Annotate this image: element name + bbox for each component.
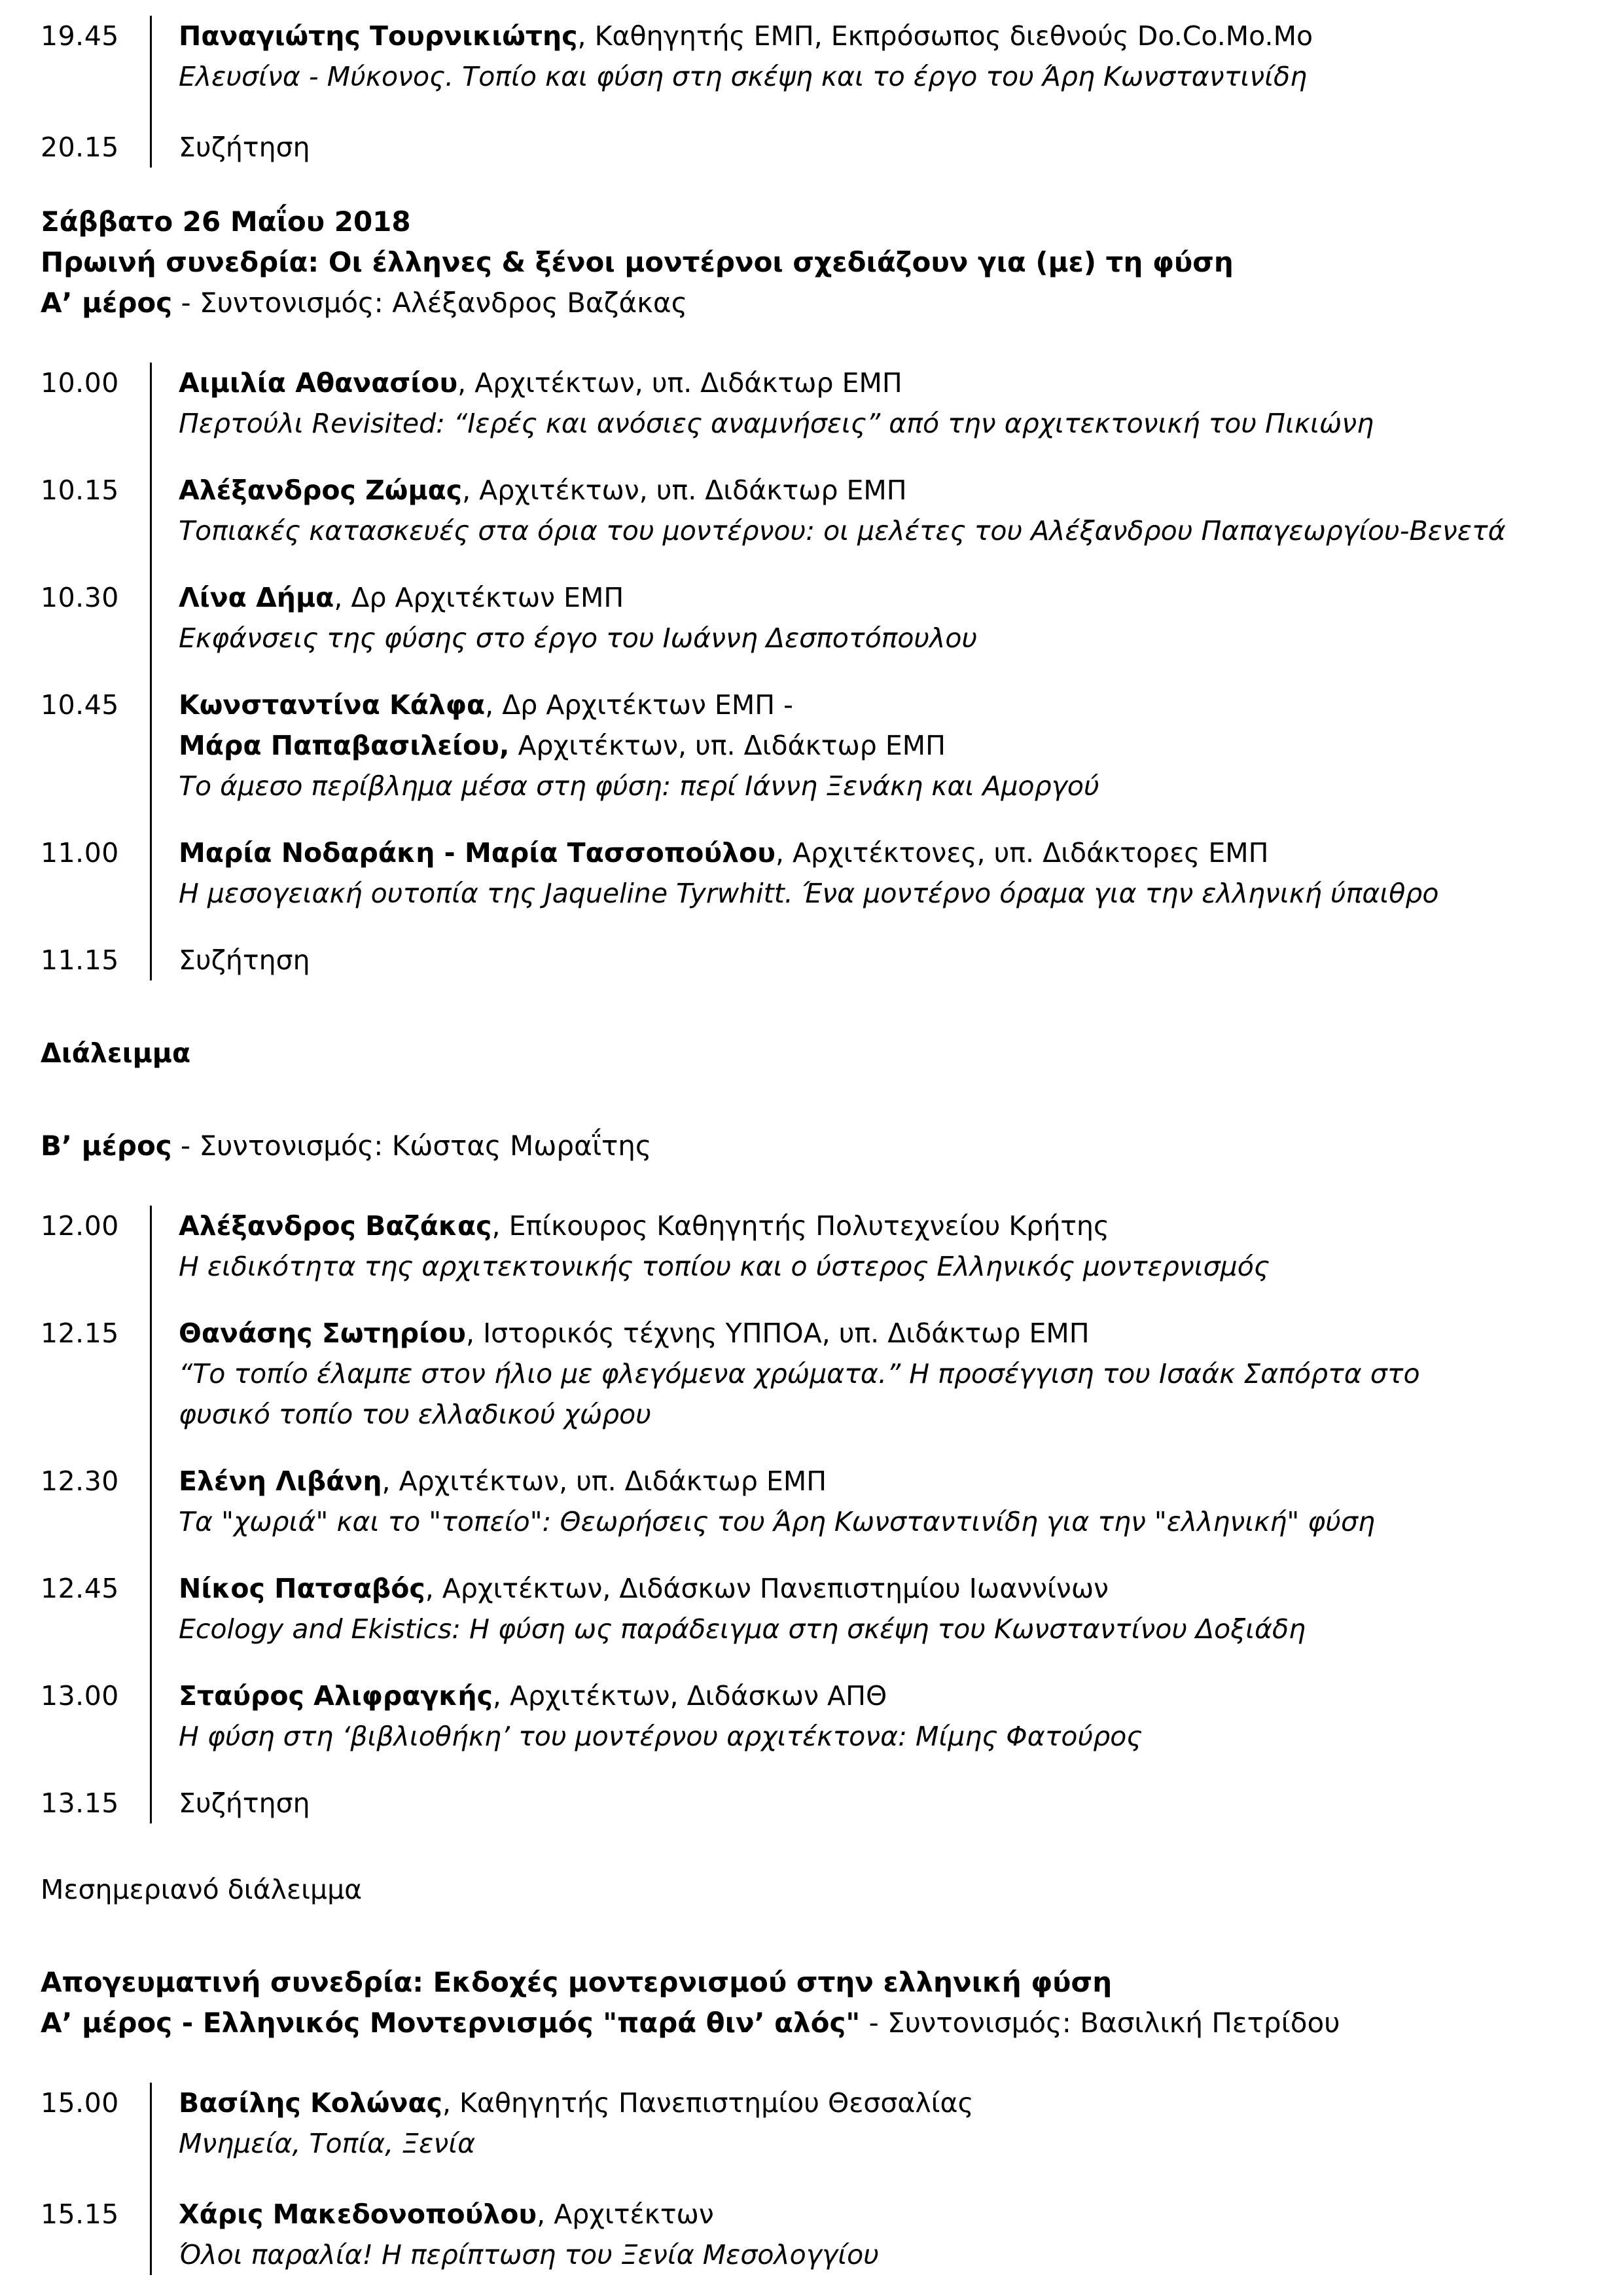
talk-title: Περτούλι Revisited: “Ιερές και ανόσιες αναμνήσεις” από την αρχιτεκτονική του Πικιώνη	[179, 408, 1374, 439]
speaker-affiliation: , Επίκουρος Καθηγητής Πολυτεχνείου Κρήτης	[491, 1210, 1110, 1242]
speaker-line-secondary	[179, 725, 1623, 766]
row-time: 13.00	[41, 1680, 119, 1712]
talk-title: Τοπιακές κατασκευές στα όρια του μοντέρνου: οι μελέτες του Αλέξανδρου Παπαγεωργίου-Βενετά	[179, 515, 1506, 547]
talk-title: Η φύση στη ‘βιβλιοθήκη’ του μοντέρνου αρχιτέκτονα: Μίμης Φατούρος	[179, 1721, 1143, 1752]
speaker-affiliation: , Δρ Αρχιτέκτων ΕΜΠ	[334, 582, 624, 613]
speaker-line	[179, 685, 1623, 725]
row-time: 11.15	[41, 944, 119, 976]
time-column-rule	[150, 363, 152, 980]
table-row	[0, 16, 1623, 97]
table-row	[0, 1568, 1623, 1649]
table-row	[0, 1676, 1623, 1757]
morning-session-block	[0, 363, 1623, 980]
talk-title: Η μεσογειακή ουτοπία της Jaqueline Tyrwhitt. Ένα μοντέρνο όραμα για την ελληνική ύπαιθρο	[179, 878, 1439, 909]
row-spacer	[0, 1757, 1623, 1783]
speaker-affiliation: , Καθηγητής ΕΜΠ, Εκπρόσωπος διεθνούς Do.Co.Mo.Mo	[577, 20, 1313, 52]
row-time: 10.15	[41, 475, 119, 506]
speaker-name: Αλέξανδρος Ζώμας	[179, 475, 463, 506]
table-row	[0, 2194, 1623, 2275]
afternoon-part-a-heading	[41, 2003, 1623, 2043]
block-spacer	[0, 2043, 1623, 2083]
block-spacer	[0, 980, 1623, 1033]
talk-title: Μνημεία, Τοπία, Ξενία	[179, 2128, 476, 2159]
afternoon-session-block	[0, 2083, 1623, 2275]
row-spacer	[0, 1542, 1623, 1568]
row-spacer	[0, 806, 1623, 833]
speaker-name: Μαρία Νοδαράκη - Μαρία Τασσοπούλου	[179, 837, 776, 869]
break-label: Διάλειμμα	[41, 1037, 191, 1069]
speaker-affiliation: , Αρχιτέκτων, Διδάσκων Πανεπιστημίου Ιωαννίνων	[425, 1573, 1109, 1604]
speaker-name: Νίκος Πατσαβός	[179, 1573, 425, 1604]
discussion-label: Συζήτηση	[179, 1787, 310, 1819]
speaker-line	[179, 833, 1623, 873]
speaker-affiliation: , Ιστορικός τέχνης ΥΠΠΟΑ, υπ. Διδάκτωρ ΕΜΠ	[466, 1318, 1090, 1349]
table-row	[0, 363, 1623, 444]
talk-title: Εκφάνσεις της φύσης στο έργο του Ιωάννη Δεσποτόπουλου	[179, 622, 978, 654]
row-time: 10.45	[41, 689, 119, 721]
row-time: 13.15	[41, 1787, 119, 1819]
row-time: 10.00	[41, 367, 119, 399]
speaker-line	[179, 2083, 1623, 2123]
speaker-line	[179, 470, 1623, 511]
table-row	[0, 127, 1623, 168]
table-row	[0, 577, 1623, 658]
row-spacer	[0, 914, 1623, 940]
speaker-name: Κωνσταντίνα Κάλφα	[179, 689, 486, 721]
part-moderator: - Συντονισμός: Κώστας Μωραΐτης	[171, 1130, 652, 1162]
speaker-affiliation: , Καθηγητής Πανεπιστημίου Θεσσαλίας	[442, 2087, 974, 2119]
friday-tail-block	[0, 16, 1623, 168]
row-entry	[150, 1568, 1623, 1649]
speaker-name: Αιμιλία Αθανασίου	[179, 367, 458, 399]
row-spacer	[0, 1287, 1623, 1313]
row-time: 15.15	[41, 2198, 119, 2230]
table-row	[0, 833, 1623, 914]
table-row	[0, 1206, 1623, 1287]
row-entry	[150, 2083, 1623, 2164]
row-spacer	[0, 97, 1623, 127]
talk-title: Τα "χωριά" και το "τοπείο": Θεωρήσεις του Άρη Κωνσταντινίδη για την "ελληνική" φύση	[179, 1506, 1375, 1537]
speaker-name: Ελένη Λιβάνη	[179, 1465, 382, 1497]
part-label: Β’ μέρος	[41, 1130, 172, 1162]
speaker-name-2: Μάρα Παπαβασιλείου,	[179, 730, 510, 761]
row-entry	[150, 16, 1623, 97]
midday-part-b-heading	[41, 1126, 1623, 1166]
speaker-affiliation: , Αρχιτέκτονες, υπ. Διδάκτορες ΕΜΠ	[775, 837, 1269, 869]
discussion-label: Συζήτηση	[179, 944, 310, 976]
part-moderator: - Συντονισμός: Αλέξανδρος Βαζάκας	[172, 287, 688, 319]
part-b-heading-group	[0, 1126, 1623, 1166]
row-entry	[150, 1676, 1623, 1757]
speaker-line	[179, 2194, 1623, 2234]
speaker-line	[179, 1313, 1623, 1354]
time-column-rule	[150, 16, 152, 168]
row-spacer	[0, 658, 1623, 685]
morning-part-a-heading	[41, 283, 1623, 323]
row-time: 10.30	[41, 582, 119, 613]
part-label: Α’ μέρος - Ελληνικός Μοντερνισμός "παρά θιν’ αλός"	[41, 2007, 861, 2039]
row-spacer	[0, 1435, 1623, 1461]
talk-title: Το άμεσο περίβλημα μέσα στη φύση: περί Ιάννη Ξενάκη και Αμοργού	[179, 770, 1099, 802]
row-time: 12.00	[41, 1210, 119, 1242]
speaker-line	[179, 1461, 1623, 1501]
saturday-heading-group	[0, 202, 1623, 323]
date-heading: Σάββατο 26 Μαΐου 2018	[41, 206, 411, 238]
speaker-name: Βασίλης Κολώνας	[179, 2087, 442, 2119]
row-time: 12.30	[41, 1465, 119, 1497]
block-spacer	[0, 1166, 1623, 1206]
speaker-name: Αλέξανδρος Βαζάκας	[179, 1210, 492, 1242]
row-time: 20.15	[41, 132, 119, 163]
row-time: 11.00	[41, 837, 119, 869]
row-time: 15.00	[41, 2087, 119, 2119]
speaker-affiliation-2: Αρχιτέκτων, υπ. Διδάκτωρ ΕΜΠ	[509, 730, 946, 761]
speaker-line	[179, 1206, 1623, 1246]
row-entry	[150, 1783, 1623, 1823]
afternoon-heading-group	[0, 1962, 1623, 2043]
row-entry	[150, 1206, 1623, 1287]
speaker-affiliation: , Αρχιτέκτων	[537, 2198, 714, 2230]
morning-session-heading: Πρωινή συνεδρία: Οι έλληνες & ξένοι μοντέρνοι σχεδιάζουν για (με) τη φύση	[41, 246, 1234, 278]
table-row	[0, 1461, 1623, 1542]
row-time: 12.45	[41, 1573, 119, 1604]
speaker-line	[179, 1676, 1623, 1716]
table-row	[0, 1313, 1623, 1435]
time-column-rule	[150, 2083, 152, 2275]
speaker-line	[179, 16, 1623, 56]
speaker-affiliation: , Δρ Αρχιτέκτων ΕΜΠ -	[485, 689, 793, 721]
talk-title: Η ειδικότητα της αρχιτεκτονικής τοπίου και ο ύστερος Ελληνικός μοντερνισμός	[179, 1251, 1270, 1282]
row-spacer	[0, 444, 1623, 470]
block-spacer	[0, 1910, 1623, 1962]
part-moderator: - Συντονισμός: Βασιλική Πετρίδου	[860, 2007, 1340, 2039]
table-row	[0, 685, 1623, 806]
row-entry	[150, 1313, 1623, 1435]
row-entry	[150, 833, 1623, 914]
time-column-rule	[150, 1206, 152, 1823]
speaker-affiliation: , Αρχιτέκτων, Διδάσκων ΑΠΘ	[492, 1680, 887, 1712]
speaker-name: Λίνα Δήμα	[179, 582, 334, 613]
speaker-affiliation: , Αρχιτέκτων, υπ. Διδάκτωρ ΕΜΠ	[457, 367, 902, 399]
table-row	[0, 940, 1623, 980]
speaker-name: Σταύρος Αλιφραγκής	[179, 1680, 493, 1712]
table-row	[0, 470, 1623, 551]
part-label: Α’ μέρος	[41, 287, 173, 319]
row-spacer	[0, 551, 1623, 577]
row-time: 12.15	[41, 1318, 119, 1349]
speaker-line	[179, 1568, 1623, 1609]
speaker-name: Χάρις Μακεδονοπούλου	[179, 2198, 537, 2230]
row-time: 19.45	[41, 20, 119, 52]
lunch-break-label: Μεσημεριανό διάλειμμα	[41, 1874, 363, 1905]
speaker-affiliation: , Αρχιτέκτων, υπ. Διδάκτωρ ΕΜΠ	[382, 1465, 827, 1497]
talk-title: “Το τοπίο έλαμπε στον ήλιο με φλεγόμενα χρώματα.” Η προσέγγιση του Ισαάκ Σαπόρτα στο	[179, 1358, 1420, 1390]
speaker-line	[179, 363, 1623, 403]
block-spacer	[0, 323, 1623, 363]
talk-title: Όλοι παραλία! Η περίπτωση του Ξενία Μεσολογγίου	[179, 2239, 879, 2270]
row-entry	[150, 577, 1623, 658]
row-entry	[150, 363, 1623, 444]
top-spacer	[0, 0, 1623, 16]
speaker-affiliation: , Αρχιτέκτων, υπ. Διδάκτωρ ΕΜΠ	[462, 475, 907, 506]
talk-title-continued: φυσικό τοπίο του ελλαδικού χώρου	[179, 1399, 651, 1430]
talk-title: Ecology and Ekistics: Η φύση ως παράδειγμα στη σκέψη του Κωνσταντίνου Δοξιάδη	[179, 1613, 1306, 1645]
block-spacer	[0, 1073, 1623, 1126]
row-spacer	[0, 1649, 1623, 1676]
block-spacer	[0, 168, 1623, 202]
row-entry	[150, 127, 1623, 168]
row-spacer	[0, 2164, 1623, 2194]
row-entry	[150, 1461, 1623, 1542]
row-entry	[150, 685, 1623, 806]
midday-session-block	[0, 1206, 1623, 1823]
row-entry	[150, 2194, 1623, 2275]
block-spacer	[0, 1823, 1623, 1869]
afternoon-session-heading: Απογευματινή συνεδρία: Εκδοχές μοντερνισμού στην ελληνική φύση	[41, 1966, 1113, 1998]
row-entry	[150, 470, 1623, 551]
table-row	[0, 2083, 1623, 2164]
speaker-name: Θανάσης Σωτηρίου	[179, 1318, 466, 1349]
speaker-name: Παναγιώτης Τουρνικιώτης	[179, 20, 578, 52]
discussion-label: Συζήτηση	[179, 132, 310, 163]
speaker-line	[179, 577, 1623, 618]
table-row	[0, 1783, 1623, 1823]
talk-title: Ελευσίνα - Μύκονος. Τοπίο και φύση στη σκέψη και το έργο του Άρη Κωνσταντινίδη	[179, 61, 1308, 92]
row-entry	[150, 940, 1623, 980]
